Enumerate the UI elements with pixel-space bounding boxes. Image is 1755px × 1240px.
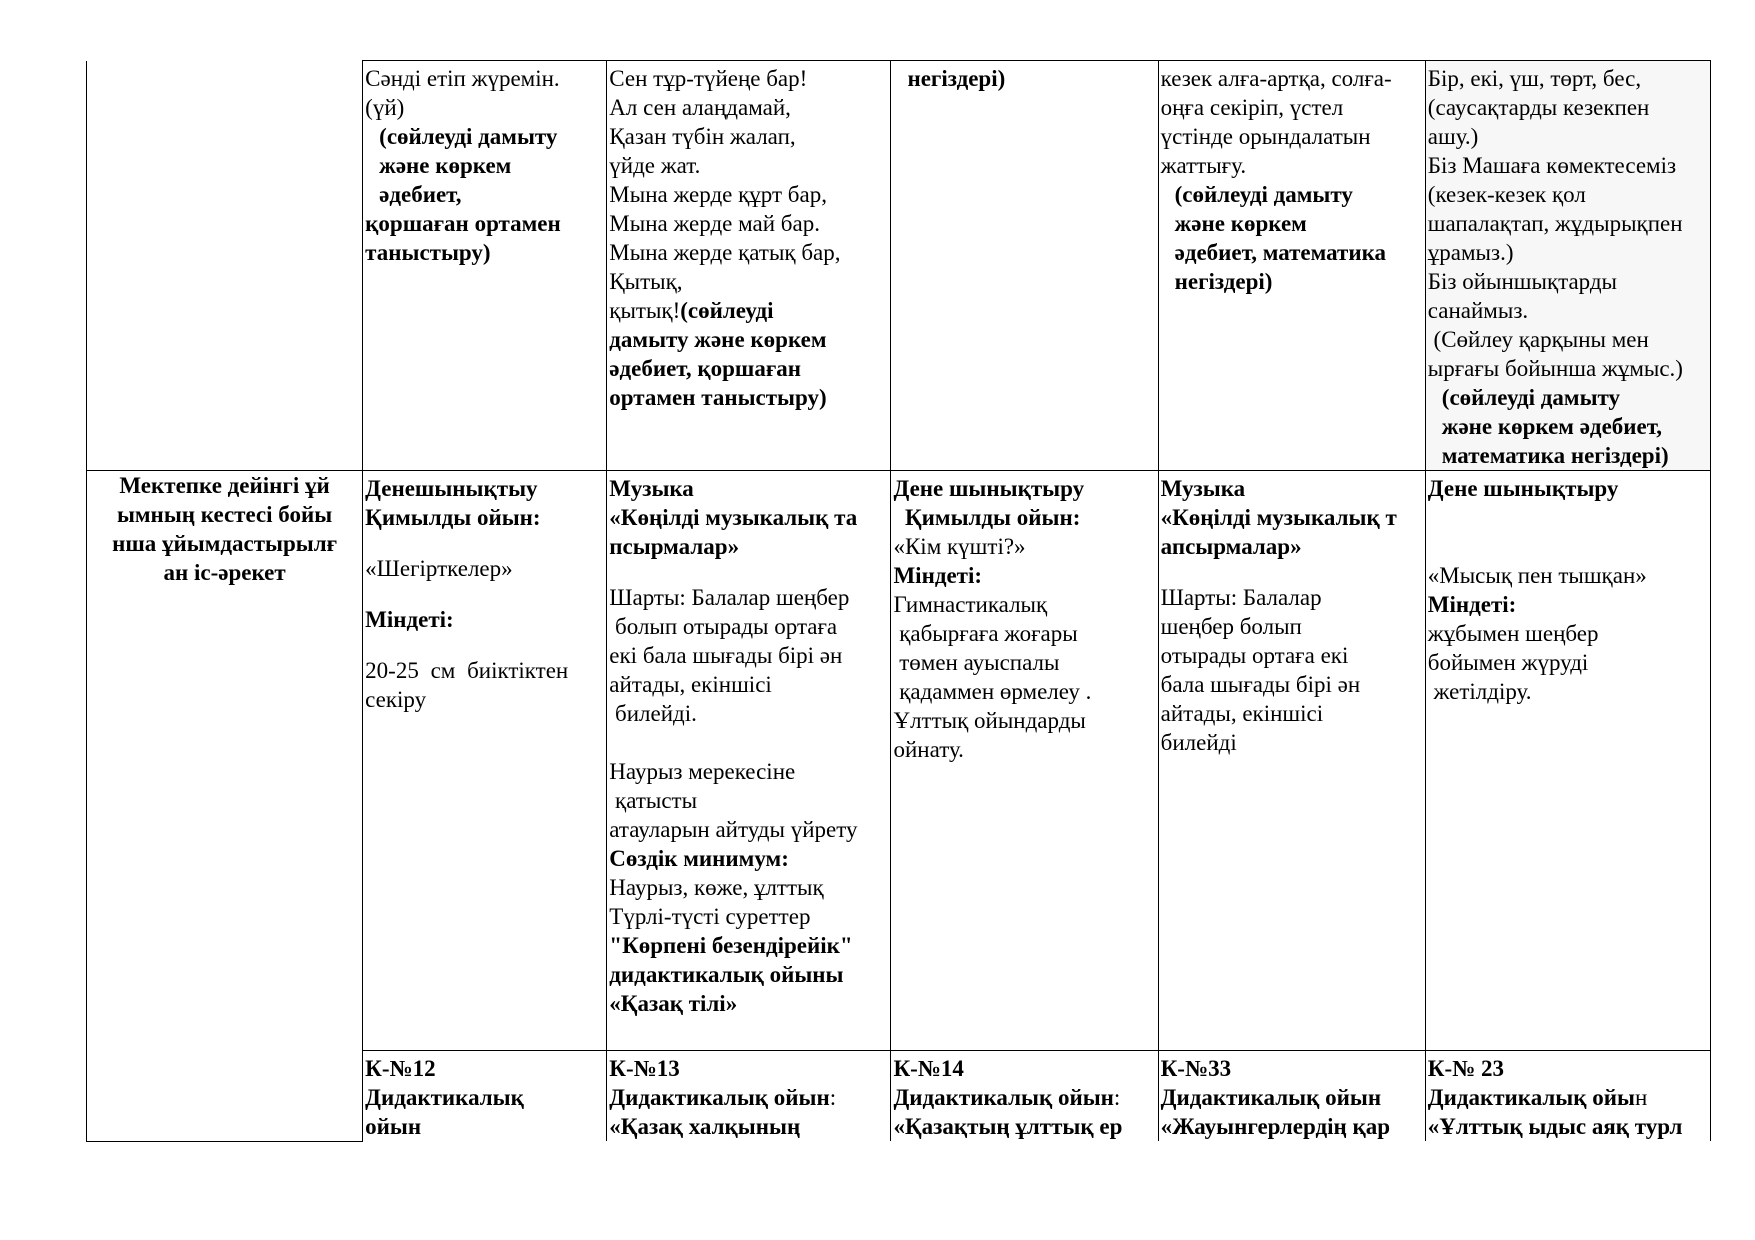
text-line: Мына жерде қатық бар,: [609, 240, 841, 265]
table-cell: [607, 1051, 891, 1142]
activity-title: Денешынықтыу: [365, 476, 538, 501]
game-name: "Көрпені безендірейік": [609, 933, 853, 958]
rules-text: айтады, екіншісі: [1160, 701, 1324, 726]
schedule-table: [86, 60, 1711, 1142]
task-text: 20-25 см биіктіктен: [365, 658, 569, 683]
text-line: оңға секіріп, үстел: [1160, 95, 1344, 120]
text-fragment: н: [1634, 1085, 1648, 1110]
text-line: үстінде орындалатын: [1160, 124, 1371, 149]
activity-title: Музыка: [1160, 476, 1246, 501]
subject-note: (сөйлеуді дамыту: [379, 124, 558, 149]
table-cell: [363, 1051, 607, 1142]
row-label: нша ұйымдастырылғ: [112, 531, 338, 556]
table-cell: [1425, 471, 1710, 1051]
text-line: ырғағы бойынша жұмыс.): [1427, 356, 1683, 381]
subject-note: (сөйлеуді дамыту: [1174, 182, 1353, 207]
table-row: [87, 61, 1711, 471]
table-cell: [607, 61, 891, 471]
text-line: ұрамыз.): [1427, 240, 1514, 265]
text-fragment: Дидактикалық ойын: [893, 1085, 1114, 1110]
table-cell: [363, 471, 607, 1051]
text-fragment: Дидактикалық ойын: [609, 1085, 830, 1110]
text-fragment: :: [829, 1085, 837, 1110]
rules-text: екі бала шығады бірі ән: [609, 643, 843, 668]
subject-note: ортамен таныстыру): [609, 385, 827, 410]
table-row: [87, 471, 1711, 1051]
vocab-label: Сөздік минимум:: [609, 846, 789, 871]
text-line: кезек алға-артқа, солға-: [1160, 66, 1392, 91]
activity-title: псырмалар»: [609, 534, 740, 559]
row-label: ан іс-әрекет: [163, 560, 286, 585]
text-line: (Сөйлеу қарқыны мен: [1427, 327, 1649, 352]
vocab-text: Наурыз, көже, ұлттық: [609, 875, 824, 900]
text-line: атауларын айтуды үйрету: [609, 817, 858, 842]
table-cell: [891, 1051, 1158, 1142]
task-text: жетілдіру.: [1427, 679, 1532, 704]
table-cell: [1158, 1051, 1425, 1142]
task-label: Міндеті:: [1427, 592, 1517, 617]
card-number: К-№13: [609, 1056, 680, 1081]
text-line: үйде жат.: [609, 153, 701, 178]
text-line: Ал сен алаңдамай,: [609, 95, 791, 120]
activity-title: Қимылды ойын:: [365, 505, 541, 530]
text-line: Қытық,: [609, 269, 683, 294]
card-number: К-№12: [365, 1056, 436, 1081]
rules-text: шеңбер болып: [1160, 614, 1302, 639]
text-line: (саусақтарды кезекпен: [1427, 95, 1650, 120]
rules-text: билейді: [1160, 730, 1237, 755]
task-text: жұбымен шеңбер: [1427, 621, 1599, 646]
game-name: «Қазақ тілі»: [609, 991, 738, 1016]
rules-text: отырады ортаға екі: [1160, 643, 1349, 668]
subject-note: және көркем: [1174, 211, 1307, 236]
game-name: «Ұлттық ыдыс аяқ турл: [1427, 1114, 1683, 1139]
text-line: Сен тұр-түйеңе бар!: [609, 66, 808, 91]
text-line: (үй): [365, 95, 405, 120]
activity-title: «Көңілді музыкалық та: [609, 505, 858, 530]
subject-note: таныстыру): [365, 240, 491, 265]
task-text: ойнату.: [893, 737, 964, 762]
text-line: Қазан түбін жалап,: [609, 124, 796, 149]
game-type: ойын: [365, 1114, 422, 1139]
activity-title: Қимылды ойын:: [893, 505, 1081, 530]
game-name: «Жауынгерлердің қар: [1160, 1114, 1391, 1139]
game-type: Дидактикалық: [365, 1085, 524, 1110]
table-cell: [1425, 61, 1710, 471]
task-text: Ұлттық ойындарды: [893, 708, 1086, 733]
subject-note: негіздері): [907, 66, 1006, 91]
row-label: Мектепке дейінгі ұй: [119, 473, 330, 498]
activity-title: Музыка: [609, 476, 694, 501]
text-line: жаттығу.: [1160, 153, 1247, 178]
activity-title: Дене шынықтыру: [893, 476, 1085, 501]
table-cell: [607, 471, 891, 1051]
text-line: Бір, екі, үш, төрт, бес,: [1427, 66, 1642, 91]
table-cell: [891, 61, 1158, 471]
subject-note: (сөйлеуді: [680, 298, 774, 323]
card-number: К-№ 23: [1427, 1056, 1504, 1081]
text-line: ашу.): [1427, 124, 1479, 149]
vocab-text: Түрлі-түсті суреттер: [609, 904, 811, 929]
task-text: бойымен жүруді: [1427, 650, 1589, 675]
subject-note: және көркем әдебиет,: [1441, 414, 1663, 439]
game-name: дидактикалық ойыны: [609, 962, 844, 987]
subject-note: негіздері): [1174, 269, 1273, 294]
text-line: Сәнді етіп жүремін.: [365, 66, 560, 91]
rules-text: болып отырады ортаға: [609, 614, 838, 639]
subject-note: дамыту және көркем: [609, 327, 827, 352]
task-text: Гимнастикалық: [893, 592, 1048, 617]
subject-note: (сөйлеуді дамыту: [1441, 385, 1621, 410]
table-cell: [1158, 61, 1425, 471]
text-line: Біз Машаға көмектесеміз: [1427, 153, 1677, 178]
subject-note: қоршаған ортамен: [365, 211, 561, 236]
game-name: «Қазақ халқының: [609, 1114, 801, 1139]
game-type: [609, 1083, 888, 1112]
game-name: «Кім күшті?»: [893, 534, 1026, 559]
text-line: Мына жерде құрт бар,: [609, 182, 827, 207]
table-cell: [1158, 471, 1425, 1051]
game-type: Дидактикалық ойын: [1160, 1085, 1382, 1110]
rules-text: Шарты: Балалар шеңбер: [609, 585, 850, 610]
game-name: «Мысық пен тышқан»: [1427, 563, 1647, 588]
subject-note: математика негіздері): [1441, 443, 1669, 468]
card-number: К-№14: [893, 1056, 964, 1081]
subject-note: әдебиет,: [379, 182, 462, 207]
rules-text: Шарты: Балалар: [1160, 585, 1322, 610]
text-line: Біз ойыншықтарды: [1427, 269, 1618, 294]
activity-title: апсырмалар»: [1160, 534, 1302, 559]
rules-text: билейді.: [609, 701, 697, 726]
task-text: төмен ауыспалы: [893, 650, 1060, 675]
text-fragment: қытық!: [609, 298, 681, 323]
rules-text: айтады, екіншісі: [609, 672, 772, 697]
text-line: Мына жерде май бар.: [609, 211, 820, 236]
text-line: Наурыз мерекесіне: [609, 759, 796, 784]
table-cell: [891, 471, 1158, 1051]
table-cell: [1425, 1051, 1710, 1142]
game-name: «Қазақтың ұлттық ер: [893, 1114, 1123, 1139]
subject-note: әдебиет, математика: [1174, 240, 1386, 265]
text-line: қатысты: [609, 788, 698, 813]
task-text: қадаммен өрмелеу .: [893, 679, 1092, 704]
text-line: шапалақтап, жұдырықпен: [1427, 211, 1683, 236]
activity-title: «Көңілді музыкалық т: [1160, 505, 1397, 530]
task-text: секіру: [365, 687, 427, 712]
game-type: [893, 1083, 1155, 1112]
text-fragment: :: [1113, 1085, 1121, 1110]
game-type: [1428, 1083, 1708, 1112]
subject-note: әдебиет, қоршаған: [609, 356, 802, 381]
card-number: К-№33: [1160, 1056, 1232, 1081]
text-fragment: Дидактикалық ойы: [1427, 1085, 1635, 1110]
text-line: санаймыз.: [1427, 298, 1529, 323]
label-cell-empty: [87, 61, 363, 471]
rules-text: бала шығады бірі ән: [1160, 672, 1361, 697]
task-label: Міндеті:: [893, 563, 983, 588]
text-line: (кезек-кезек қол: [1427, 182, 1586, 207]
row-label: ымның кестесі бойы: [116, 502, 333, 527]
game-name: «Шегірткелер»: [365, 556, 513, 581]
table-cell: [363, 61, 607, 471]
subject-note: және көркем: [379, 153, 512, 178]
text-line: [609, 296, 888, 325]
task-label: Міндеті:: [365, 607, 454, 632]
task-text: қабырғаға жоғары: [893, 621, 1078, 646]
activity-title: Дене шынықтыру: [1427, 476, 1619, 501]
row-label-cell: [87, 471, 363, 1142]
